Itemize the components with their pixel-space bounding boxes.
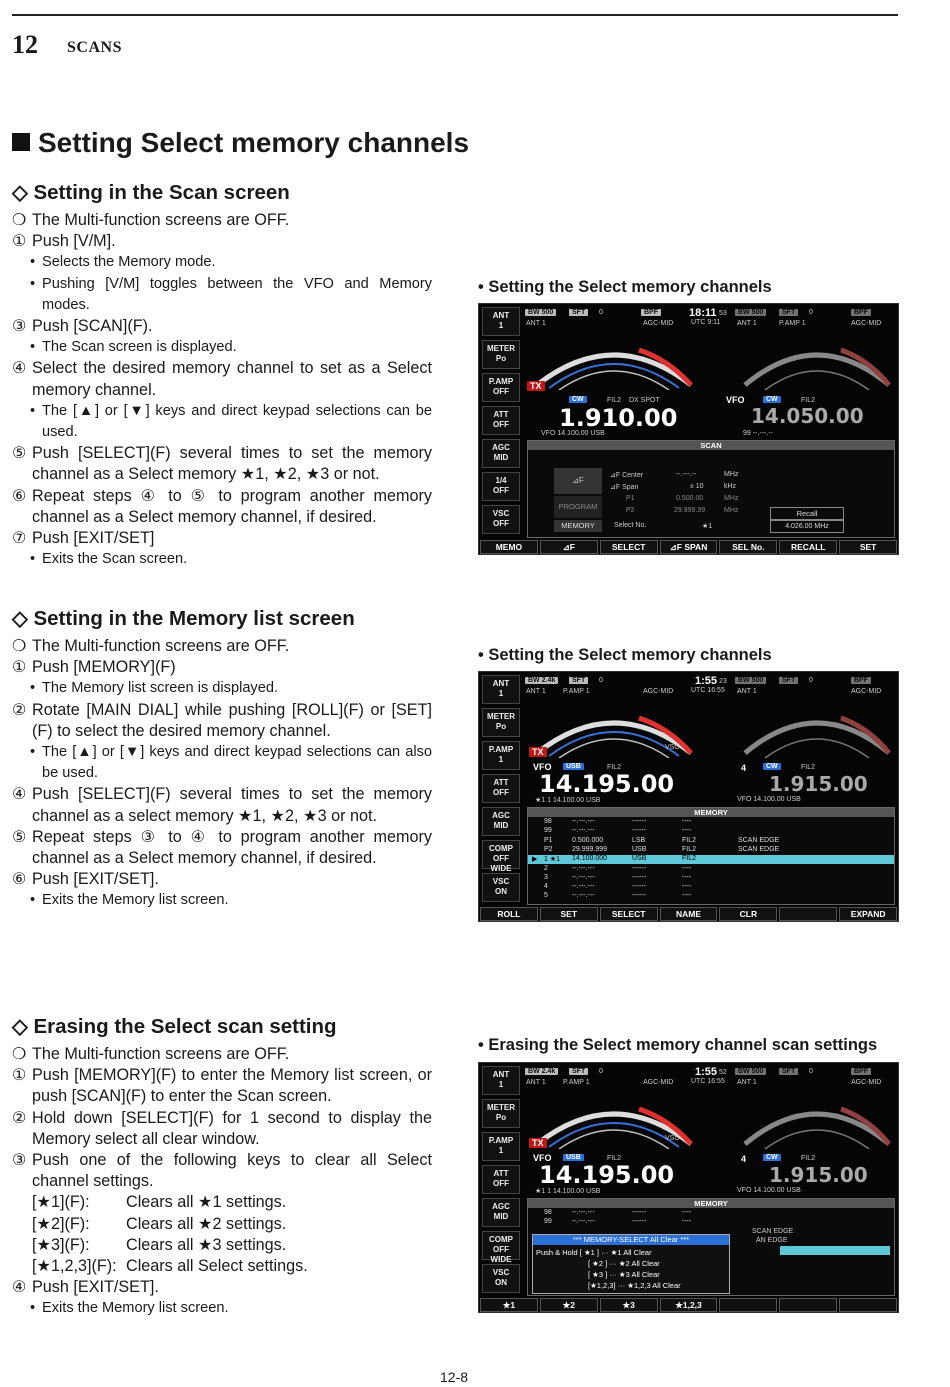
square-bullet-icon	[12, 133, 30, 151]
sub-channel-number: 4	[741, 1154, 747, 1164]
clock: 1:55	[695, 675, 718, 687]
vfo-label: VFO	[533, 1153, 552, 1163]
main-frequency: 14.195.00	[539, 770, 675, 798]
step-marker: ②	[12, 1108, 27, 1127]
step-marker: ①	[12, 1066, 27, 1085]
bpf-badge: BPF	[641, 309, 661, 316]
clock-seconds: 53	[719, 310, 727, 317]
sub-vfo-line: VFO 14.100.00 USB	[737, 1187, 801, 1194]
popup-clear-option[interactable]: [ ★2 ] ··· ★2 All Clear	[588, 1259, 660, 1268]
clock-seconds: 52	[719, 1069, 727, 1076]
step-marker: ④	[12, 785, 27, 804]
step	[12, 700, 432, 742]
bullet-icon: •	[30, 892, 36, 909]
side-key-14[interactable]: 1/4 OFF	[482, 472, 520, 501]
sft-value: 0	[599, 309, 603, 316]
sub-agc-label: AGC-MID	[851, 688, 882, 695]
sub-frequency: 14.050.00	[751, 404, 864, 428]
soft-key-4[interactable]: ★1,2,3	[660, 1298, 718, 1312]
tx-indicator: TX	[529, 1138, 547, 1148]
step	[12, 316, 432, 337]
bullet-icon: •	[30, 551, 36, 568]
step-text: Push [MEMORY](F) to enter the Memory list screen, or push [SCAN](F) to enter the Scan screen.	[32, 1066, 432, 1106]
step-note	[12, 274, 432, 316]
sub-mode-badge: CW	[763, 1154, 781, 1161]
popup-title: *** MEMORY-SELECT All Clear ***	[533, 1235, 729, 1245]
step	[12, 1108, 432, 1150]
side-key-meter[interactable]: METER Po	[482, 340, 520, 369]
main-filter: FIL2	[607, 397, 622, 404]
df-center-value: --.---.--	[676, 471, 697, 478]
step-note	[12, 252, 432, 273]
sft-badge: SFT	[569, 1068, 588, 1075]
soft-key-7[interactable]: SET	[839, 540, 897, 554]
scan-edge-label: SCAN EDGE	[752, 1228, 794, 1235]
soft-keys	[479, 540, 898, 554]
step-text: Repeat steps ③ to ④ to program another memory channel as a Select memory channel, if desired.	[32, 827, 432, 868]
sub-bpf-badge: BPF	[851, 677, 871, 684]
step-text: Repeat steps ④ to ⑤ to program another memory channel as a Select memory channel, if desired.	[32, 486, 432, 526]
bullet-icon: •	[30, 680, 36, 697]
step-text: Push [EXIT/SET]	[32, 529, 155, 548]
recall-label: Recall	[770, 507, 844, 520]
p1-unit: MHz	[724, 495, 739, 502]
side-key-agc[interactable]: AGC MID	[482, 807, 520, 836]
scan-edge-label-2: AN EDGE	[756, 1237, 788, 1244]
delta-f-box: ⊿F	[554, 468, 602, 494]
sub-bpf-badge: BPF	[851, 1068, 871, 1075]
main-s-meter-icon	[529, 330, 699, 390]
step-note	[12, 549, 432, 570]
step-marker: ❍	[12, 211, 27, 229]
df-span-unit: kHz	[724, 483, 737, 490]
step-text: Push one of the following keys to clear all Select channel settings.	[32, 1151, 432, 1191]
precondition	[12, 636, 432, 657]
side-key-pamp[interactable]: P.AMP 1	[482, 1132, 520, 1161]
step-note-text: The [▲] or [▼] keys and direct keypad selections can be used.	[42, 402, 432, 441]
bullet-icon: •	[30, 744, 36, 761]
select-no-value: ★1	[702, 523, 713, 530]
sub-bw-badge: BW 500	[735, 1068, 766, 1075]
main-mode-badge: CW	[569, 396, 587, 403]
step-marker: ④	[12, 1278, 27, 1297]
df-span-label: ⊿F Span	[610, 484, 639, 491]
main-mode-badge: USB	[563, 1154, 584, 1161]
step-note	[12, 1298, 432, 1319]
scan-panel-title: SCAN	[528, 441, 894, 450]
sub-mode-badge: CW	[763, 396, 781, 403]
sub-bpf-badge: BPF	[851, 309, 871, 316]
step	[12, 528, 432, 549]
soft-key-6[interactable]: RECALL	[779, 540, 837, 554]
side-key-meter[interactable]: METER Po	[482, 708, 520, 737]
main-mode-badge: USB	[563, 763, 584, 770]
step-text: Hold down [SELECT](F) for 1 second to display the Memory select all clear window.	[32, 1108, 432, 1148]
side-key-att[interactable]: ATT OFF	[482, 1165, 520, 1194]
step-marker: ①	[12, 232, 27, 251]
step-text: Push [SELECT](F) several times to set the memory channel as a select memory ★1, ★2, ★3 or not.	[32, 785, 432, 825]
sub-sft-value: 0	[809, 677, 813, 684]
main-vfo-line: VFO 14.100.00 USB	[541, 430, 605, 437]
soft-key-3[interactable]: SELECT	[600, 540, 658, 554]
step-note-text: Pushing [V/M] toggles between the VFO and Memory modes.	[42, 275, 432, 313]
soft-keys	[479, 907, 898, 921]
side-key-agc[interactable]: AGC MID	[482, 439, 520, 468]
memory-row[interactable]: 98 --.---.--- ------ ----	[544, 1209, 692, 1216]
step	[12, 1277, 432, 1298]
sub-ant-label: ANT 1	[737, 320, 757, 327]
memory-row[interactable]: P1 0.500.000 LSB FIL2 SCAN EDGE	[544, 836, 780, 844]
step-marker: ⑥	[12, 870, 27, 889]
sub-bw-badge: BW 500	[735, 677, 766, 684]
clock-seconds: 23	[719, 678, 727, 685]
step-note-text: The Scan screen is displayed.	[42, 339, 237, 356]
scan-panel	[527, 440, 895, 538]
step-text: Push [SELECT](F) several times to set the memory channel as a Select memory ★1, ★2, ★3 or not.	[32, 444, 432, 484]
main-channel-line: ★1 1 14.100.00 USB	[535, 797, 601, 804]
step-marker: ⑤	[12, 444, 27, 463]
main-filter: FIL2	[607, 1155, 622, 1162]
soft-key-4[interactable]: ⊿F SPAN	[660, 540, 718, 554]
chapter-number: 12	[12, 30, 38, 59]
sub-s-meter-icon	[737, 1089, 897, 1149]
step-note	[12, 401, 432, 443]
bw-badge: BW 2.4k	[525, 677, 558, 684]
section3-title: ◇ Erasing the Select scan setting	[12, 1015, 337, 1038]
sub-vfo-label: VFO	[726, 395, 745, 405]
soft-key-7[interactable]: EXPAND	[839, 907, 897, 921]
step-text: Push [MEMORY](F)	[32, 658, 176, 677]
main-frequency: 14.195.00	[539, 1161, 675, 1189]
selected-row-highlight	[780, 1246, 890, 1255]
sub-agc-label: AGC-MID	[851, 1079, 882, 1086]
step-marker: ❍	[12, 637, 27, 655]
sub-channel-number: 4	[741, 763, 747, 773]
bullet-icon: •	[30, 1300, 36, 1317]
sub-frequency: 1.915.00	[769, 772, 868, 796]
dx-spot: DX SPOT	[629, 397, 660, 404]
step-note-text: The [▲] or [▼] keys and direct keypad selections can also be used.	[42, 744, 432, 782]
option-desc: Clears all ★3 settings.	[126, 1235, 287, 1254]
memory-row[interactable]: 99 --.---.--- ------ ----	[544, 827, 692, 835]
sub-ant-label: ANT 1	[737, 688, 757, 695]
sub-mode-badge: CW	[763, 763, 781, 770]
step-text: Push [EXIT/SET].	[32, 870, 159, 889]
bullet-icon: •	[30, 402, 36, 419]
sub-pamp-label: P.AMP 1	[779, 320, 806, 327]
sub-ant-label: ANT 1	[737, 1079, 757, 1086]
vsc-label: VSC	[665, 1135, 680, 1142]
top-rule	[12, 14, 898, 16]
memory-list-panel	[527, 1198, 895, 1296]
section3-steps	[12, 1044, 432, 1320]
side-key-comp[interactable]: COMP OFF WIDE	[482, 1231, 520, 1260]
step-text: The Multi-function screens are OFF.	[32, 211, 290, 229]
utc-clock: UTC 16:55	[691, 687, 725, 694]
sub-sft-badge: SFT	[779, 1068, 798, 1075]
sub-sft-badge: SFT	[779, 677, 798, 684]
sub-filter: FIL2	[801, 764, 816, 771]
memory-select-all-clear-window	[532, 1234, 730, 1294]
sft-value: 0	[599, 1068, 603, 1075]
sub-s-meter-icon	[737, 698, 897, 758]
p2-unit: MHz	[724, 507, 739, 514]
sub-s-meter-icon	[737, 330, 897, 390]
step-note	[12, 337, 432, 358]
option-key: [★3](F):	[32, 1235, 90, 1254]
soft-key-6[interactable]	[779, 1298, 837, 1312]
step-text: Push [EXIT/SET].	[32, 1278, 159, 1297]
step	[12, 869, 432, 890]
step-text: Select the desired memory channel to set as a Select memory channel.	[32, 359, 432, 399]
step-note-text: The Memory list screen is displayed.	[42, 680, 279, 697]
sub-sft-badge: SFT	[779, 309, 798, 316]
agc-label: AGC-MID	[643, 688, 674, 695]
memory-row[interactable]: 99 --.---.--- ------ ----	[544, 1218, 692, 1226]
recall-value: 4.026.00 MHz	[770, 520, 844, 533]
option-desc: Clears all ★1 settings.	[126, 1193, 287, 1212]
step-marker: ②	[12, 700, 27, 719]
main-channel-line: ★1 1 14.100.00 USB	[535, 1188, 601, 1195]
popup-clear-option[interactable]: [★1,2,3] ··· ★1,2,3 All Clear	[588, 1281, 681, 1290]
program-box: PROGRAM	[554, 496, 602, 518]
sub-sft-value: 0	[809, 1068, 813, 1075]
step-marker: ①	[12, 658, 27, 677]
bullet-icon: •	[30, 339, 36, 356]
option-key: [★1](F):	[32, 1193, 90, 1212]
memory-row[interactable]: 5 --.---.--- ------ ----	[544, 892, 692, 900]
side-key-meter[interactable]: METER Po	[482, 1099, 520, 1128]
sub-agc-label: AGC-MID	[851, 320, 882, 327]
side-key-ant[interactable]: ANT 1	[482, 675, 520, 704]
option-desc: Clears all ★2 settings.	[126, 1214, 287, 1233]
step	[12, 443, 432, 485]
memory-list-panel	[527, 807, 895, 905]
sft-badge: SFT	[569, 309, 588, 316]
p2-value: 29.999.99	[674, 507, 706, 514]
utc-clock: UTC 16:55	[691, 1078, 725, 1085]
chapter-title: SCANS	[67, 39, 122, 56]
section1-title: ◇ Setting in the Scan screen	[12, 181, 290, 204]
step-text: Push [V/M].	[32, 232, 116, 251]
side-key-vsc[interactable]: VSC OFF	[482, 505, 520, 534]
tx-indicator: TX	[527, 381, 545, 391]
clock: 18:11	[689, 307, 717, 319]
memory-box: MEMORY	[554, 520, 602, 532]
soft-key-7[interactable]	[839, 1298, 897, 1312]
tx-indicator: TX	[529, 747, 547, 757]
side-key-ant[interactable]: ANT 1	[482, 1066, 520, 1095]
section2-steps	[12, 636, 432, 912]
main-filter: FIL2	[607, 764, 622, 771]
step-text: The Multi-function screens are OFF.	[32, 1045, 290, 1063]
memory-row[interactable]: 4 --.---.--- ------ ----	[544, 883, 692, 891]
sub-sft-value: 0	[809, 309, 813, 316]
step-marker: ⑤	[12, 827, 27, 846]
section2-title: ◇ Setting in the Memory list screen	[12, 607, 355, 630]
soft-key-1[interactable]: MEMO	[480, 540, 538, 554]
step-note	[12, 678, 432, 699]
step-text: Rotate [MAIN DIAL] while pushing [ROLL](F) or [SET](F) to select the desired memory channel.	[32, 700, 432, 740]
memory-list-screen	[478, 671, 899, 922]
soft-key-1[interactable]: ★1	[480, 1298, 538, 1312]
vsc-label: VSC	[665, 744, 680, 751]
main-title: Setting Select memory channels	[12, 127, 469, 159]
side-key-vsc[interactable]: VSC ON	[482, 1264, 520, 1293]
step	[12, 784, 432, 826]
step	[12, 1065, 432, 1107]
caption-screen3: • Erasing the Select memory channel scan settings	[478, 1036, 878, 1054]
utc-clock: UTC 9:11	[691, 319, 721, 326]
select-clear-screen	[478, 1062, 899, 1313]
sft-value: 0	[599, 677, 603, 684]
vfo-label: VFO	[533, 762, 552, 772]
side-key-att[interactable]: ATT OFF	[482, 774, 520, 803]
bw-badge: BW 2.4k	[525, 1068, 558, 1075]
side-key-ant[interactable]: ANT 1	[482, 307, 520, 336]
sub-frequency: 1.915.00	[769, 1163, 868, 1187]
side-key-att[interactable]: ATT OFF	[482, 406, 520, 435]
step	[12, 827, 432, 869]
step-note-text: Exits the Scan screen.	[42, 551, 188, 568]
bullet-icon: •	[30, 254, 36, 271]
step-text: The Multi-function screens are OFF.	[32, 637, 290, 655]
p1-label: P1	[626, 495, 635, 502]
step-marker: ❍	[12, 1045, 27, 1063]
ant-label: ANT 1	[526, 320, 546, 327]
option-row	[12, 1192, 432, 1213]
agc-label: AGC-MID	[643, 320, 674, 327]
pamp-label: P.AMP 1	[563, 688, 590, 695]
step	[12, 486, 432, 528]
soft-key-5[interactable]: CLR	[719, 907, 777, 921]
soft-key-6[interactable]	[779, 907, 837, 921]
sub-channel-line: 99 --.---.--	[743, 430, 773, 437]
side-key-agc[interactable]: AGC MID	[482, 1198, 520, 1227]
ant-label: ANT 1	[526, 688, 546, 695]
p2-label: P2	[626, 507, 635, 514]
select-no-label: Select No.	[614, 522, 647, 529]
p1-value: 0.500.00	[676, 495, 704, 502]
soft-key-4[interactable]: NAME	[660, 907, 718, 921]
step	[12, 358, 432, 400]
step-marker: ④	[12, 359, 27, 378]
step-marker: ⑥	[12, 486, 27, 505]
clock: 1:55	[695, 1066, 718, 1078]
step	[12, 657, 432, 678]
step-text: Push [SCAN](F).	[32, 317, 153, 336]
main-frequency: 1.910.00	[559, 404, 678, 432]
popup-clear-option[interactable]: [ ★3 ] ··· ★3 All Clear	[588, 1270, 660, 1279]
section1-steps	[12, 210, 432, 570]
memory-panel-title: MEMORY	[528, 808, 894, 817]
soft-key-1[interactable]: ROLL	[480, 907, 538, 921]
side-key-comp[interactable]: COMP OFF WIDE	[482, 840, 520, 869]
side-key-pamp[interactable]: P.AMP OFF	[482, 373, 520, 402]
caption-screen2: • Setting the Select memory channels	[478, 646, 772, 664]
option-key: [★2](F):	[32, 1214, 90, 1233]
step-note	[12, 890, 432, 911]
step	[12, 231, 432, 252]
scan-screen	[478, 303, 899, 555]
soft-key-2[interactable]: ★2	[540, 1298, 598, 1312]
soft-keys	[479, 1298, 898, 1312]
sub-bw-badge: BW 500	[735, 309, 766, 316]
soft-key-2[interactable]: SET	[540, 907, 598, 921]
step-marker: ③	[12, 1151, 27, 1170]
precondition	[12, 1044, 432, 1065]
soft-key-3[interactable]: SELECT	[600, 907, 658, 921]
step-note-text: Selects the Memory mode.	[42, 254, 216, 271]
precondition	[12, 210, 432, 231]
soft-key-3[interactable]: ★3	[600, 1298, 658, 1312]
step	[12, 1150, 432, 1192]
memory-panel-title: MEMORY	[528, 1199, 894, 1208]
pamp-label: P.AMP 1	[563, 1079, 590, 1086]
side-key-pamp[interactable]: P.AMP 1	[482, 741, 520, 770]
bw-badge: BW 500	[525, 309, 556, 316]
df-center-unit: MHz	[724, 471, 739, 478]
sft-badge: SFT	[569, 677, 588, 684]
step-note-text: Exits the Memory list screen.	[42, 1300, 229, 1317]
option-row	[12, 1235, 432, 1256]
option-row	[12, 1214, 432, 1235]
df-span-value: ± 10	[690, 483, 704, 490]
soft-key-2[interactable]: ⊿F	[540, 540, 598, 554]
option-row	[12, 1256, 432, 1277]
sub-vfo-line: VFO 14.100.00 USB	[737, 796, 801, 803]
page-number: 12-8	[440, 1369, 469, 1385]
option-desc: Clears all Select settings.	[126, 1257, 308, 1276]
step-marker: ③	[12, 317, 27, 336]
ant-label: ANT 1	[526, 1079, 546, 1086]
side-key-vsc[interactable]: VSC ON	[482, 873, 520, 902]
memory-row[interactable]: 3 --.---.--- ------ ----	[544, 873, 692, 881]
bullet-icon: •	[30, 275, 36, 292]
soft-key-5[interactable]: SEL No.	[719, 540, 777, 554]
memory-row[interactable]: 98 --.---.--- ------ ----	[544, 818, 692, 825]
soft-key-5[interactable]	[719, 1298, 777, 1312]
step-note	[12, 742, 432, 784]
caption-screen1: • Setting the Select memory channels	[478, 278, 772, 296]
df-center-label: ⊿F Center	[610, 472, 644, 479]
step-marker: ⑦	[12, 529, 27, 548]
step-note-text: Exits the Memory list screen.	[42, 892, 229, 909]
memory-row[interactable]: 2 --.---.--- ------ ----	[544, 864, 692, 872]
sub-filter: FIL2	[801, 397, 816, 404]
popup-clear-option[interactable]: Push & Hold [ ★1 ] ··· ★1 All Clear	[536, 1248, 652, 1257]
memory-row[interactable]: P2 29.999.999 USB FIL2 SCAN EDGE	[544, 845, 780, 853]
sub-filter: FIL2	[801, 1155, 816, 1162]
agc-label: AGC-MID	[643, 1079, 674, 1086]
memory-row[interactable]: 1 ★1 14.100.000 USB FIL2 ▶	[528, 855, 894, 864]
option-key: [★1,2,3](F):	[32, 1257, 117, 1276]
